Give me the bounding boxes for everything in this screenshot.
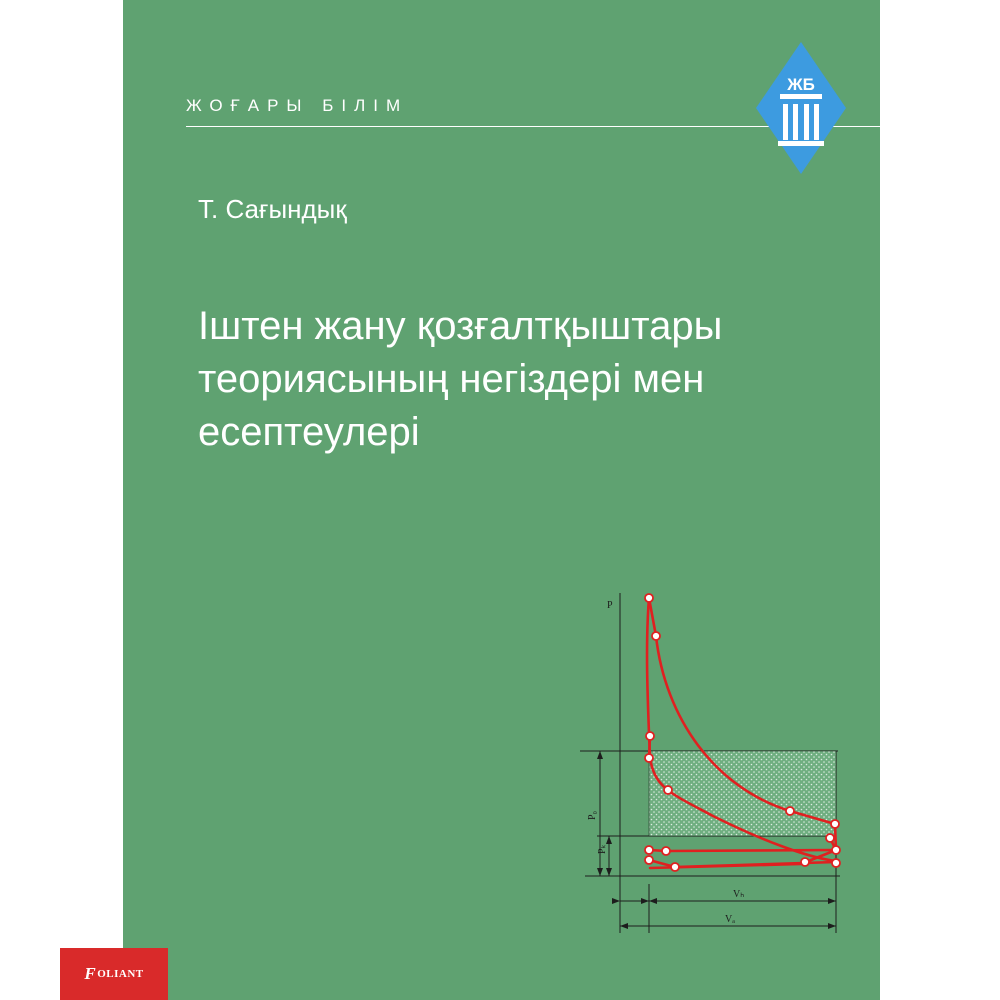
title-line-3: есептеулері	[198, 410, 420, 454]
p0-label: P₀	[587, 810, 598, 820]
pv-diagram	[575, 588, 850, 953]
va-label: Vₐ	[725, 914, 735, 925]
axis-p-label: P	[607, 600, 613, 611]
series-name: ЖОҒАРЫ БІЛІМ	[186, 96, 409, 115]
title-line-1: Іштен жану қозғалтқыштары	[198, 304, 723, 348]
publisher-lead-letter: F	[84, 964, 97, 983]
series-logo-icon	[756, 42, 846, 174]
publisher-logo	[60, 948, 168, 1000]
publisher-name: OLIANT	[97, 968, 144, 980]
book-cover	[123, 0, 880, 1000]
author-name: Т. Сағындық	[198, 194, 347, 224]
vh-label: Vₕ	[733, 889, 745, 900]
logo-text: ЖБ	[787, 75, 815, 94]
book-title	[198, 300, 838, 459]
pk-label: Pₖ	[597, 844, 608, 854]
title-line-2: теориясының негіздері мен	[198, 357, 705, 401]
